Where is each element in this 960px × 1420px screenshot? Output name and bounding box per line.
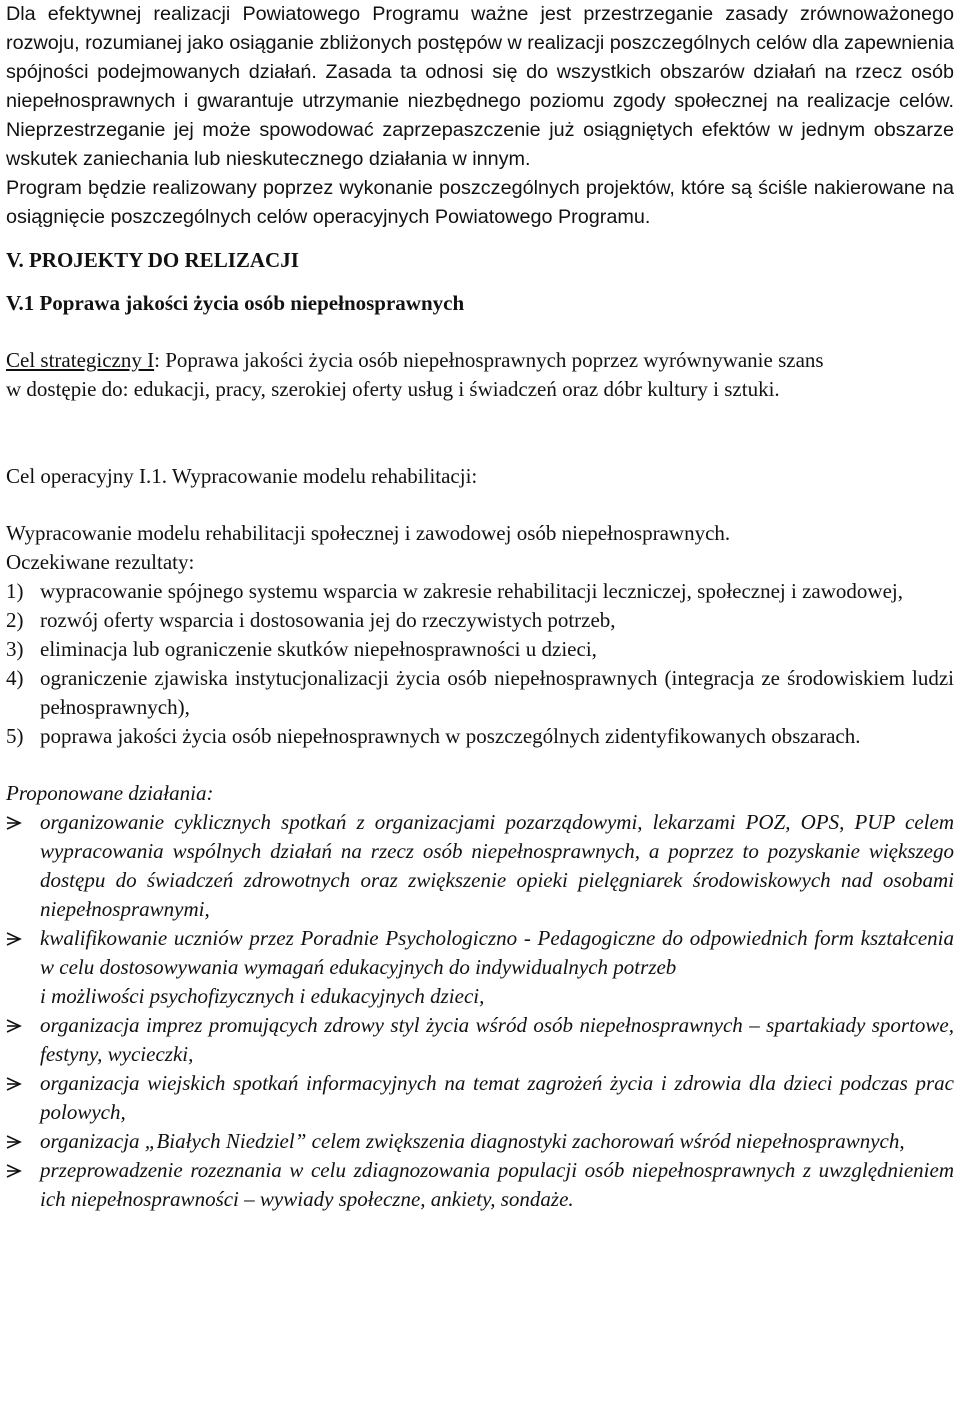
list-item <box>6 1127 954 1156</box>
list-item <box>6 577 954 606</box>
arrow-bullet-icon <box>6 1156 40 1214</box>
list-item <box>6 1069 954 1127</box>
arrow-bullet-icon <box>6 808 40 924</box>
results-list <box>6 577 954 751</box>
intro-paragraph-2: Program będzie realizowany poprzez wykonanie poszczególnych projektów, które są ściśle nakierowane na osiągnięcie poszczególnych celów operacyjnych Powiatowego Programu. <box>6 177 954 228</box>
list-item-text: organizacja wiejskich spotkań informacyjnych na temat zagrożeń życia i zdrowia dla dzieci podczas prac polowych, <box>40 1071 954 1124</box>
list-item-text: organizacja imprez promujących zdrowy styl życia wśród osób niepełnosprawnych – spartakiady sportowe, festyny, wycieczki, <box>40 1013 954 1066</box>
list-item <box>6 924 954 1011</box>
operational-goal-description: Wypracowanie modelu rehabilitacji społecznej i zawodowej osób niepełnosprawnych. <box>6 521 731 545</box>
results-label: Oczekiwane rezultaty: <box>6 550 195 574</box>
list-item <box>6 1156 954 1214</box>
list-item-number: 4) <box>6 666 24 690</box>
subsection-heading: V.1 Poprawa jakości życia osób niepełnosprawnych <box>6 291 465 315</box>
list-item <box>6 808 954 924</box>
list-item-text: organizacja „Białych Niedziel” celem zwiększenia diagnostyki zachorowań wśród niepełnosprawnych, <box>40 1129 905 1153</box>
list-item <box>6 1011 954 1069</box>
list-item <box>6 635 954 664</box>
strategic-goal-line-2: w dostępie do: edukacji, pracy, szerokiej oferty usług i świadczeń oraz dóbr kultury i sztuki. <box>6 377 780 401</box>
list-item-text: eliminacja lub ograniczenie skutków niepełnosprawności u dzieci, <box>40 637 597 661</box>
actions-list <box>6 808 954 1214</box>
list-item-text: przeprowadzenie rozeznania w celu zdiagnozowania populacji osób niepełnosprawnych z uwzględnieniem ich niepełnosprawności – wywiady społeczne, ankiety, sondaże. <box>40 1158 954 1211</box>
list-item <box>6 664 954 722</box>
arrow-bullet-icon <box>6 924 40 1011</box>
list-item-text-extra: i możliwości psychofizycznych i edukacyjnych dzieci, <box>40 984 485 1008</box>
strategic-goal-text: : Poprawa jakości życia osób niepełnosprawnych poprzez wyrównywanie szans <box>154 348 824 372</box>
list-item-number: 2) <box>6 608 24 632</box>
list-item-text: ograniczenie zjawiska instytucjonalizacji życia osób niepełnosprawnych (integracja ze środowiskiem ludzi pełnosprawnych), <box>40 666 954 719</box>
strategic-goal <box>6 346 954 375</box>
list-item-number: 1) <box>6 579 24 603</box>
arrow-bullet-icon <box>6 1127 40 1156</box>
list-item-text-main: kwalifikowanie uczniów przez Poradnie Psychologiczno - Pedagogiczne do odpowiednich form kształcenia w celu dostosowywania wymagań edukacyjnych do indywidualnych potrzeb <box>40 926 954 979</box>
operational-goal-title: Cel operacyjny I.1. Wypracowanie modelu rehabilitacji: <box>6 464 478 488</box>
list-item-text: wypracowanie spójnego systemu wsparcia w zakresie rehabilitacji leczniczej, społecznej i zawodowej, <box>40 579 903 603</box>
arrow-bullet-icon <box>6 1011 40 1069</box>
list-item-text: poprawa jakości życia osób niepełnosprawnych w poszczególnych zidentyfikowanych obszarach. <box>40 724 861 748</box>
list-item-text: rozwój oferty wsparcia i dostosowania jej do rzeczywistych potrzeb, <box>40 608 616 632</box>
list-item <box>6 606 954 635</box>
actions-label: Proponowane działania: <box>6 781 214 805</box>
list-item-text <box>40 924 954 1011</box>
list-item-text: organizowanie cyklicznych spotkań z organizacjami pozarządowymi, lekarzami POZ, OPS, PUP celem wypracowania wspólnych działań na rzecz osób niepełnosprawnych, a poprzez to pozyskanie większego dostępu do świadczeń zdrowotnych oraz zwiększenie opieki pielęgniarek środowiskowych nad osobami niepełnosprawnymi, <box>40 810 954 921</box>
arrow-bullet-icon <box>6 1069 40 1127</box>
list-item-number: 5) <box>6 724 24 748</box>
intro-paragraph-1: Dla efektywnej realizacji Powiatowego Programu ważne jest przestrzeganie zasady zrównoważonego rozwoju, rozumianej jako osiąganie zbliżonych postępów w realizacji poszczególnych celów dla zapewnienia spójności podejmowanych działań. Zasada ta odnosi się do wszystkich obszarów działań na rzecz osób niepełnosprawnych i gwarantuje utrzymanie niezbędnego poziomu zgody społecznej na realizacje celów. Nieprzestrzeganie jej może spowodować zaprzepaszczenie już osiągniętych efektów w jednym obszarze wskutek zaniechania lub nieskutecznego działania w innym. <box>6 3 954 170</box>
list-item-number: 3) <box>6 637 24 661</box>
section-heading: V. PROJEKTY DO RELIZACJI <box>6 248 299 272</box>
list-item <box>6 722 954 751</box>
strategic-goal-label: Cel strategiczny I <box>6 348 155 372</box>
